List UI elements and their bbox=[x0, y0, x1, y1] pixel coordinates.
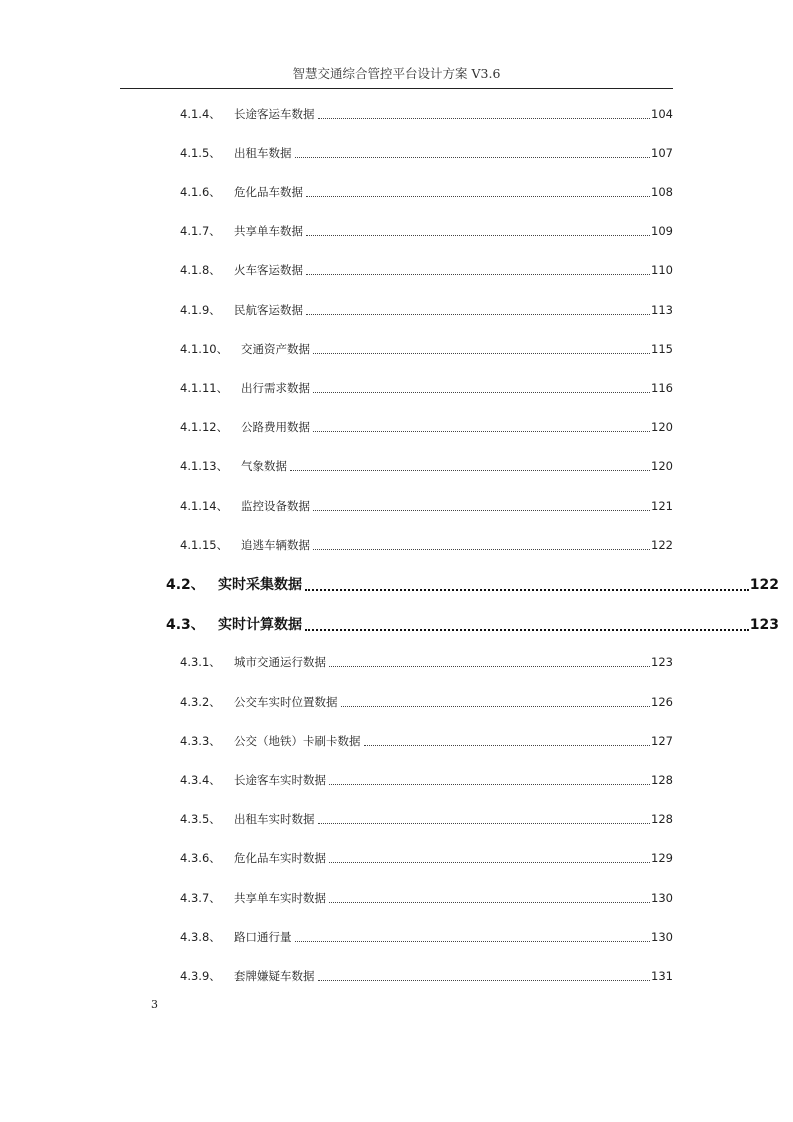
toc-dot-leader bbox=[313, 380, 650, 396]
toc-dot-leader bbox=[329, 850, 650, 866]
toc-entry-label: 套牌嫌疑车数据 bbox=[234, 969, 315, 983]
toc-dot-leader bbox=[313, 537, 650, 553]
toc-entry-page: 123 bbox=[749, 617, 779, 633]
toc-entry-number: 4.3.9、 bbox=[180, 969, 221, 983]
toc-dot-leader bbox=[329, 772, 650, 788]
toc-entry[interactable] bbox=[180, 968, 673, 984]
toc-entry-number: 4.3.5、 bbox=[180, 812, 221, 826]
toc-entry-number: 4.1.7、 bbox=[180, 224, 221, 238]
toc-entry[interactable] bbox=[180, 772, 673, 788]
toc-entry-label: 出租车实时数据 bbox=[234, 812, 315, 826]
toc-entry-label: 城市交通运行数据 bbox=[234, 655, 326, 669]
toc-entry-page: 115 bbox=[651, 342, 673, 356]
toc-dot-leader bbox=[313, 498, 650, 514]
toc-entry-page: 122 bbox=[651, 538, 673, 552]
toc-entry-number: 4.3.3、 bbox=[180, 734, 221, 748]
toc-entry[interactable] bbox=[180, 302, 673, 318]
toc-entry[interactable] bbox=[180, 419, 673, 435]
toc-entry-label: 出行需求数据 bbox=[241, 381, 310, 395]
toc-dot-leader bbox=[306, 302, 650, 318]
toc-entry-page: 107 bbox=[651, 146, 673, 160]
toc-entry-label: 实时计算数据 bbox=[218, 617, 302, 633]
toc-entry-number: 4.1.11、 bbox=[180, 381, 229, 395]
toc-entry-label: 火车客运数据 bbox=[234, 263, 303, 277]
toc-dot-leader bbox=[305, 614, 749, 634]
toc-entry-number: 4.1.13、 bbox=[180, 459, 229, 473]
toc-entry-number: 4.3.7、 bbox=[180, 891, 221, 905]
toc-entry[interactable] bbox=[180, 929, 673, 945]
toc-entry-label: 出租车数据 bbox=[234, 146, 292, 160]
toc-entry-number: 4.3.6、 bbox=[180, 851, 221, 865]
toc-entry-label: 危化品车实时数据 bbox=[234, 851, 326, 865]
toc-entry-page: 128 bbox=[651, 812, 673, 826]
toc-entry-page: 104 bbox=[651, 107, 673, 121]
toc-dot-leader bbox=[313, 341, 650, 357]
toc-entry-label: 长途客运车数据 bbox=[234, 107, 315, 121]
toc-section-entry[interactable] bbox=[166, 574, 779, 594]
toc-entry-page: 109 bbox=[651, 224, 673, 238]
toc-entry-page: 130 bbox=[651, 891, 673, 905]
toc-entry-number: 4.1.10、 bbox=[180, 342, 229, 356]
running-header-title: 智慧交通综合管控平台设计方案 V3.6 bbox=[292, 66, 501, 81]
toc-entry-page: 126 bbox=[651, 695, 673, 709]
toc-entry-page: 129 bbox=[651, 851, 673, 865]
toc-entry[interactable] bbox=[180, 458, 673, 474]
toc-entry-number: 4.1.4、 bbox=[180, 107, 221, 121]
toc-entry[interactable] bbox=[180, 184, 673, 200]
toc-entry-number: 4.3.1、 bbox=[180, 655, 221, 669]
toc-dot-leader bbox=[306, 184, 650, 200]
toc-entry-page: 120 bbox=[651, 459, 673, 473]
toc-entry[interactable] bbox=[180, 811, 673, 827]
toc-entry[interactable] bbox=[180, 380, 673, 396]
toc-entry[interactable] bbox=[180, 733, 673, 749]
toc-dot-leader bbox=[306, 262, 650, 278]
toc-entry-number: 4.2、 bbox=[166, 577, 205, 593]
toc-entry[interactable] bbox=[180, 106, 673, 122]
toc-dot-leader bbox=[313, 419, 650, 435]
toc-entry-page: 122 bbox=[749, 577, 779, 593]
toc-entry-page: 127 bbox=[651, 734, 673, 748]
toc-entry-label: 民航客运数据 bbox=[234, 303, 303, 317]
toc-dot-leader bbox=[318, 106, 651, 122]
toc-entry-label: 危化品车数据 bbox=[234, 185, 303, 199]
toc-dot-leader bbox=[329, 890, 650, 906]
toc-entry-number: 4.1.14、 bbox=[180, 499, 229, 513]
toc-entry-label: 追逃车辆数据 bbox=[241, 538, 310, 552]
toc-entry-label: 公路费用数据 bbox=[241, 420, 310, 434]
toc-entry-page: 116 bbox=[651, 381, 673, 395]
toc-entry-number: 4.3.8、 bbox=[180, 930, 221, 944]
toc-entry-number: 4.1.8、 bbox=[180, 263, 221, 277]
toc-entry-page: 121 bbox=[651, 499, 673, 513]
toc-section-entry[interactable] bbox=[166, 614, 779, 634]
toc-entry-page: 128 bbox=[651, 773, 673, 787]
toc-entry-page: 131 bbox=[651, 969, 673, 983]
toc-entry[interactable] bbox=[180, 262, 673, 278]
toc-dot-leader bbox=[318, 811, 651, 827]
toc-entry-number: 4.1.9、 bbox=[180, 303, 221, 317]
toc-dot-leader bbox=[295, 145, 651, 161]
toc-entry-number: 4.1.12、 bbox=[180, 420, 229, 434]
toc-entry-number: 4.3、 bbox=[166, 617, 205, 633]
toc-entry-page: 123 bbox=[651, 655, 673, 669]
toc-entry[interactable] bbox=[180, 145, 673, 161]
toc-entry-page: 113 bbox=[651, 303, 673, 317]
footer-page-number: 3 bbox=[151, 998, 158, 1011]
toc-dot-leader bbox=[318, 968, 651, 984]
toc-entry-label: 公交（地铁）卡刷卡数据 bbox=[234, 734, 361, 748]
toc-entry[interactable] bbox=[180, 223, 673, 239]
toc-entry-label: 路口通行量 bbox=[234, 930, 292, 944]
toc-entry[interactable] bbox=[180, 654, 673, 670]
toc-entry-label: 公交车实时位置数据 bbox=[234, 695, 338, 709]
toc-dot-leader bbox=[305, 574, 749, 594]
toc-entry-number: 4.1.15、 bbox=[180, 538, 229, 552]
toc-dot-leader bbox=[364, 733, 651, 749]
toc-dot-leader bbox=[306, 223, 650, 239]
toc-entry-page: 130 bbox=[651, 930, 673, 944]
toc-entry-page: 120 bbox=[651, 420, 673, 434]
toc-entry-page: 108 bbox=[651, 185, 673, 199]
toc-entry-number: 4.1.5、 bbox=[180, 146, 221, 160]
toc-dot-leader bbox=[295, 929, 651, 945]
toc-entry-label: 实时采集数据 bbox=[218, 577, 302, 593]
toc-entry-number: 4.3.2、 bbox=[180, 695, 221, 709]
toc-dot-leader bbox=[290, 458, 650, 474]
toc-entry-page: 110 bbox=[651, 263, 673, 277]
toc-entry-label: 共享单车数据 bbox=[234, 224, 303, 238]
toc-dot-leader bbox=[341, 694, 651, 710]
toc-entry-label: 长途客车实时数据 bbox=[234, 773, 326, 787]
toc-entry[interactable] bbox=[180, 694, 673, 710]
toc-entry-label: 交通资产数据 bbox=[241, 342, 310, 356]
toc-entry-number: 4.3.4、 bbox=[180, 773, 221, 787]
toc-dot-leader bbox=[329, 654, 650, 670]
toc-entry[interactable] bbox=[180, 498, 673, 514]
toc-entry[interactable] bbox=[180, 890, 673, 906]
toc-entry-label: 共享单车实时数据 bbox=[234, 891, 326, 905]
toc-entry[interactable] bbox=[180, 537, 673, 553]
header-divider bbox=[120, 88, 673, 89]
toc-entry-label: 气象数据 bbox=[241, 459, 287, 473]
toc-entry-label: 监控设备数据 bbox=[241, 499, 310, 513]
toc-entry-number: 4.1.6、 bbox=[180, 185, 221, 199]
toc-entry[interactable] bbox=[180, 341, 673, 357]
toc-entry[interactable] bbox=[180, 850, 673, 866]
